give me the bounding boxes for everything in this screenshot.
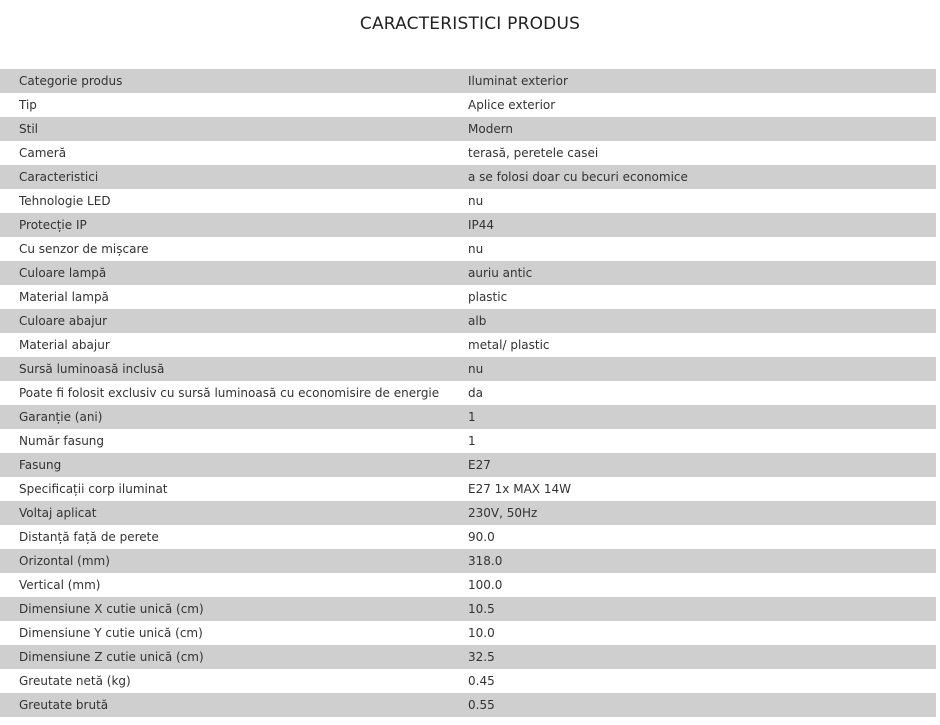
spec-value: 90.0 — [468, 525, 936, 549]
table-row — [0, 189, 936, 213]
table-row — [0, 285, 936, 309]
spec-value: 10.0 — [468, 621, 936, 645]
table-row — [0, 429, 936, 453]
table-row — [0, 693, 936, 717]
spec-label: Material lampă — [0, 285, 468, 309]
spec-label: Sursă luminoasă inclusă — [0, 357, 468, 381]
spec-value: E27 — [468, 453, 936, 477]
spec-value: nu — [468, 237, 936, 261]
table-row — [0, 453, 936, 477]
table-row — [0, 357, 936, 381]
table-row — [0, 549, 936, 573]
spec-value: 0.45 — [468, 669, 936, 693]
spec-value: Iluminat exterior — [468, 69, 936, 93]
spec-value: metal/ plastic — [468, 333, 936, 357]
spec-label: Distanță față de perete — [0, 525, 468, 549]
table-row — [0, 309, 936, 333]
spec-value: plastic — [468, 285, 936, 309]
table-row — [0, 645, 936, 669]
spec-label: Voltaj aplicat — [0, 501, 468, 525]
spec-label: Protecție IP — [0, 213, 468, 237]
spec-label: Vertical (mm) — [0, 573, 468, 597]
spec-value: 1 — [468, 429, 936, 453]
spec-value: alb — [468, 309, 936, 333]
spec-label: Poate fi folosit exclusiv cu sursă luminoasă cu economisire de energie — [0, 381, 468, 405]
spec-value: 230V, 50Hz — [468, 501, 936, 525]
spec-value: Aplice exterior — [468, 93, 936, 117]
spec-value: 100.0 — [468, 573, 936, 597]
table-row — [0, 405, 936, 429]
spec-label: Tip — [0, 93, 468, 117]
spec-value: 1 — [468, 405, 936, 429]
spec-label: Culoare lampă — [0, 261, 468, 285]
table-row — [0, 141, 936, 165]
spec-label: Material abajur — [0, 333, 468, 357]
table-row — [0, 261, 936, 285]
spec-value: auriu antic — [468, 261, 936, 285]
spec-value: 0.55 — [468, 693, 936, 717]
spec-label: Greutate brută — [0, 693, 468, 717]
spec-label: Număr fasung — [0, 429, 468, 453]
spec-label: Cameră — [0, 141, 468, 165]
spec-value: a se folosi doar cu becuri economice — [468, 165, 936, 189]
spec-label: Orizontal (mm) — [0, 549, 468, 573]
spec-label: Culoare abajur — [0, 309, 468, 333]
spec-value: 318.0 — [468, 549, 936, 573]
spec-label: Stil — [0, 117, 468, 141]
spec-label: Greutate netă (kg) — [0, 669, 468, 693]
spec-label: Fasung — [0, 453, 468, 477]
spec-value: da — [468, 381, 936, 405]
spec-value: 32.5 — [468, 645, 936, 669]
table-row — [0, 669, 936, 693]
spec-label: Dimensiune Y cutie unică (cm) — [0, 621, 468, 645]
spec-label: Specificații corp iluminat — [0, 477, 468, 501]
table-row — [0, 525, 936, 549]
spec-value: E27 1x MAX 14W — [468, 477, 936, 501]
table-row — [0, 621, 936, 645]
spec-label: Dimensiune Z cutie unică (cm) — [0, 645, 468, 669]
spec-value: nu — [468, 189, 936, 213]
table-row — [0, 117, 936, 141]
table-row — [0, 333, 936, 357]
page-title: CARACTERISTICI PRODUS — [359, 14, 581, 34]
table-row — [0, 573, 936, 597]
spec-label: Caracteristici — [0, 165, 468, 189]
table-row — [0, 381, 936, 405]
spec-label: Tehnologie LED — [0, 189, 468, 213]
table-row — [0, 477, 936, 501]
spec-label: Categorie produs — [0, 69, 468, 93]
table-row — [0, 93, 936, 117]
specifications-table — [0, 69, 936, 717]
spec-label: Dimensiune X cutie unică (cm) — [0, 597, 468, 621]
table-row — [0, 213, 936, 237]
spec-value: Modern — [468, 117, 936, 141]
table-row — [0, 597, 936, 621]
spec-value: terasă, peretele casei — [468, 141, 936, 165]
spec-label: Garanție (ani) — [0, 405, 468, 429]
table-row — [0, 501, 936, 525]
spec-label: Cu senzor de mișcare — [0, 237, 468, 261]
table-row — [0, 69, 936, 93]
spec-value: IP44 — [468, 213, 936, 237]
table-row — [0, 165, 936, 189]
table-row — [0, 237, 936, 261]
spec-value: 10.5 — [468, 597, 936, 621]
spec-value: nu — [468, 357, 936, 381]
